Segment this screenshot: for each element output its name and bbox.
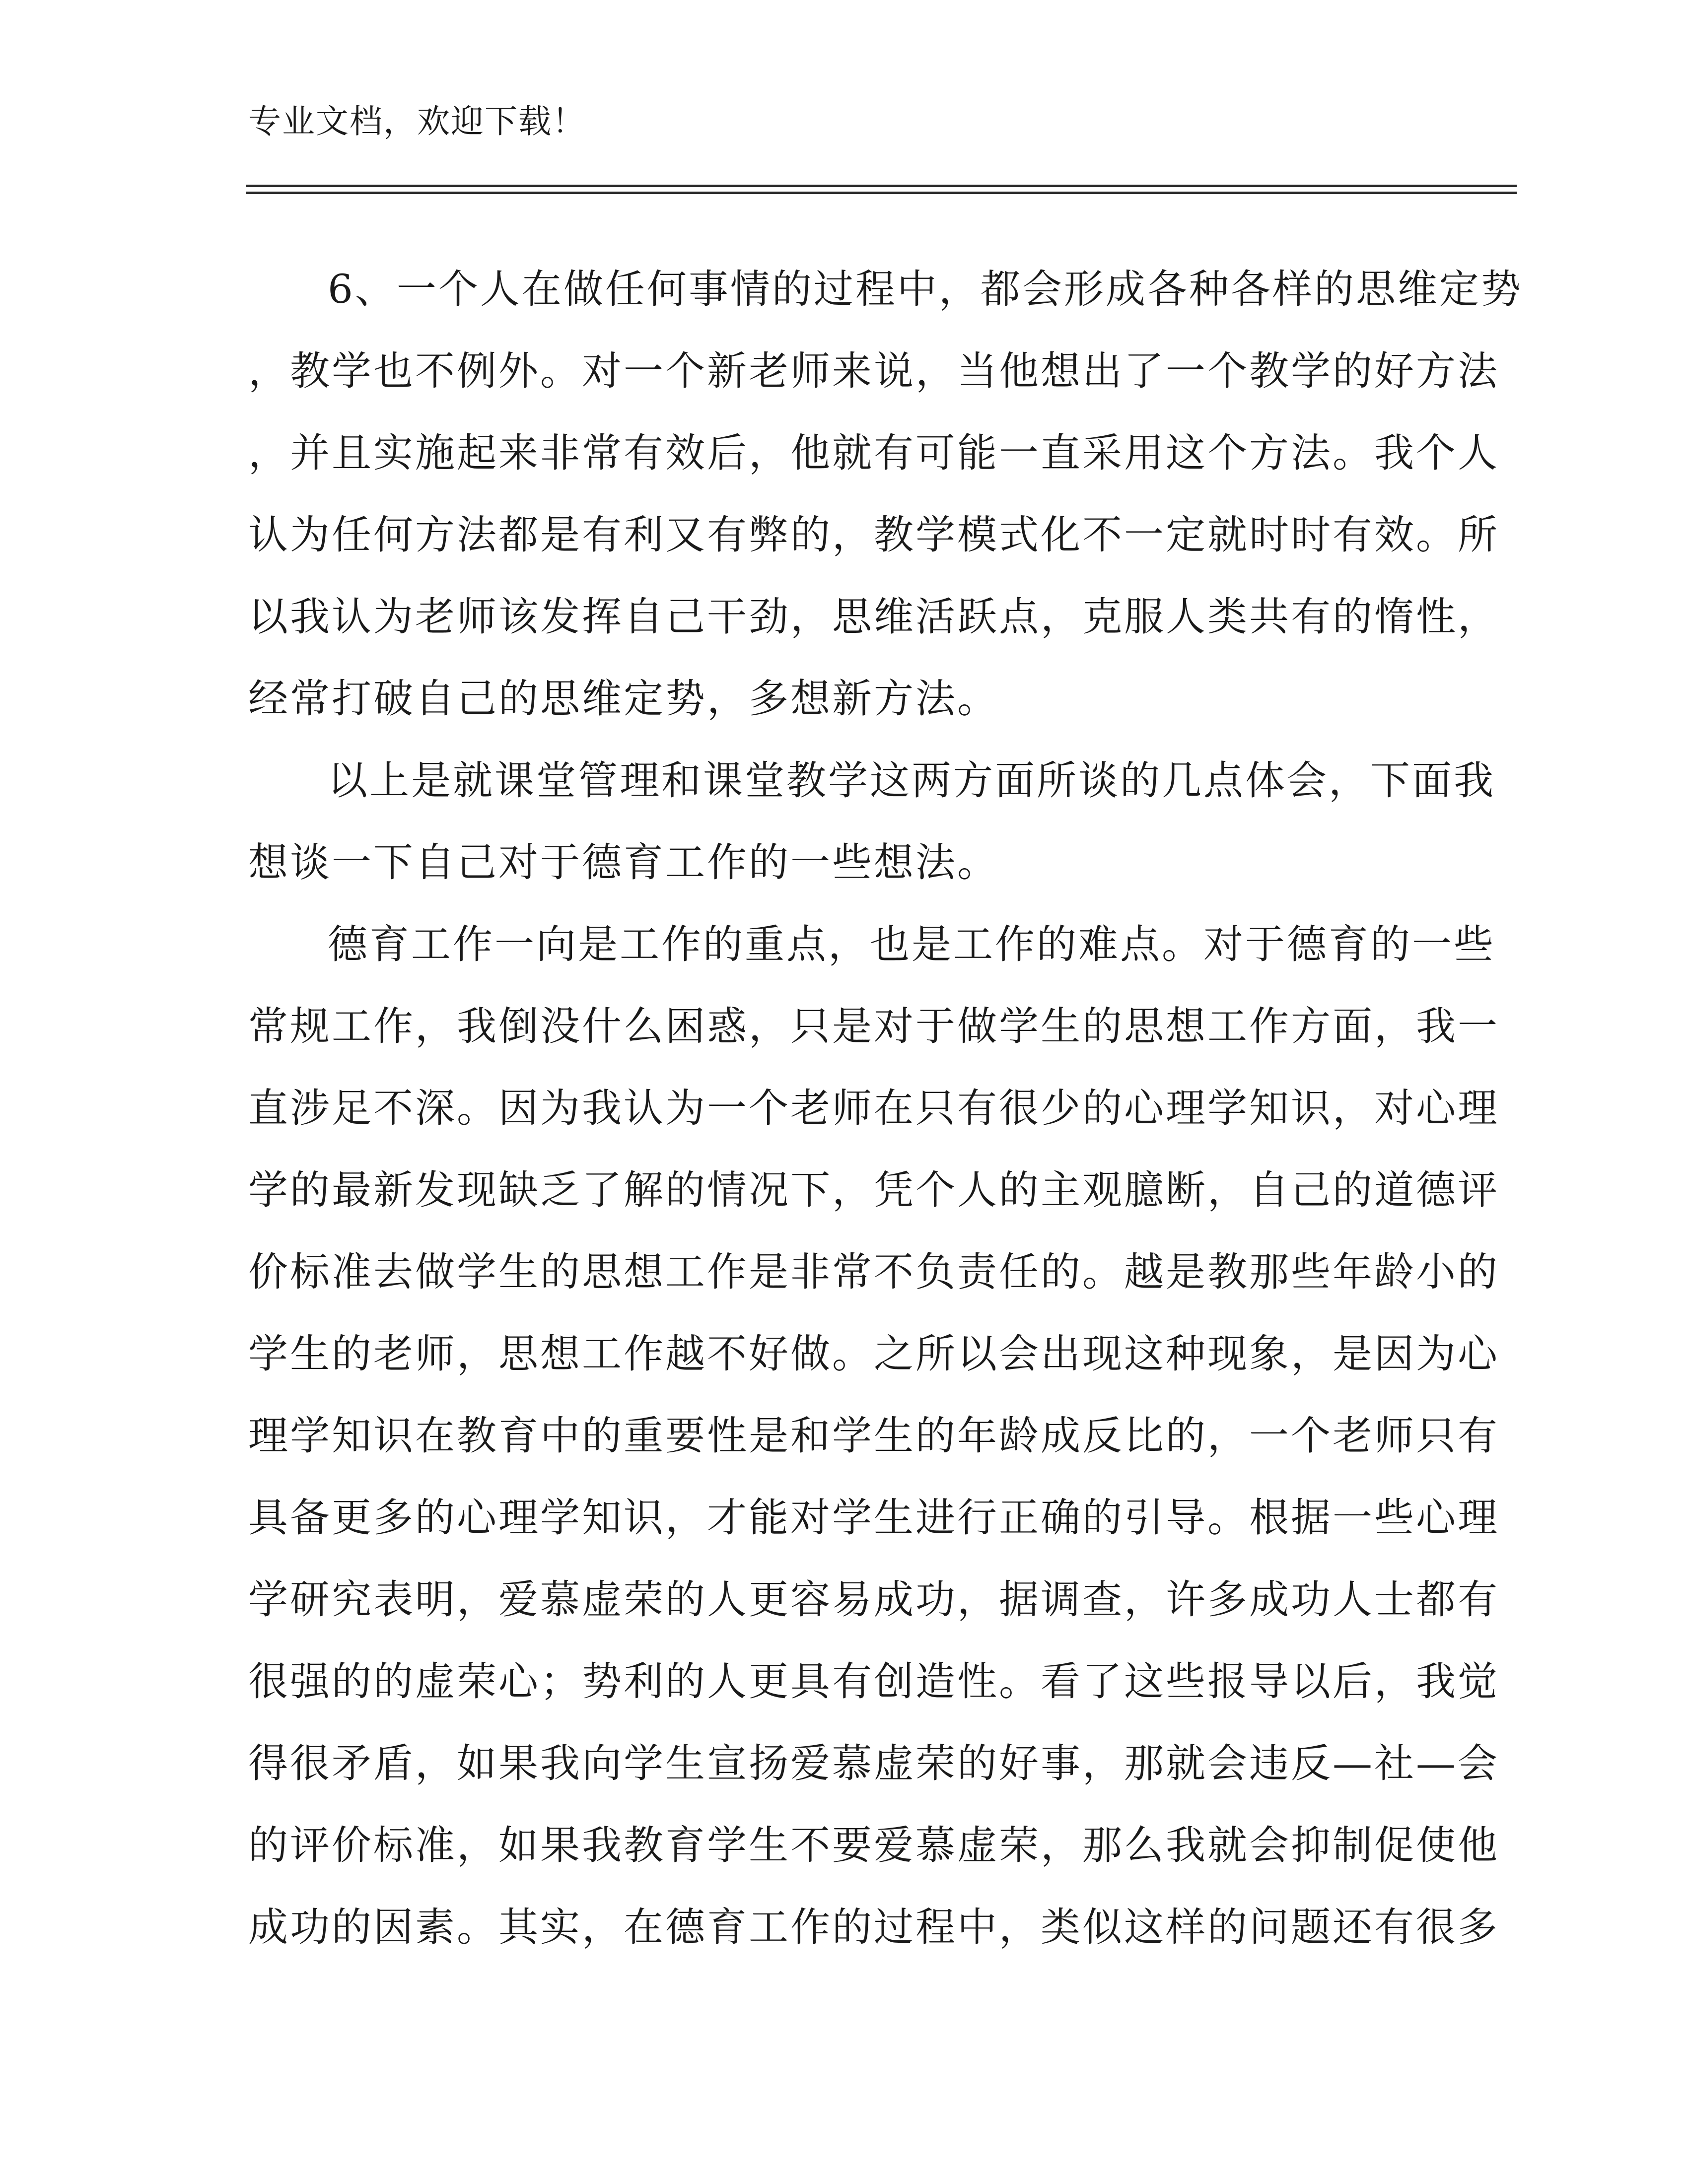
text-line: 经常打破自己的思维定势，多想新方法。 <box>248 676 999 722</box>
text-line: 6、一个人在做任何事情的过程中，都会形成各种各样的思维定势 <box>328 266 1523 312</box>
header-rule-bottom <box>246 192 1517 194</box>
page-header: 专业文档，欢迎下载！ <box>248 102 586 140</box>
text-line: ，教学也不例外。对一个新老师来说，当他想出了一个教学的好方法 <box>248 348 1499 394</box>
text-line: 很强的的虚荣心；势利的人更具有创造性。看了这些报导以后，我觉 <box>248 1658 1499 1705</box>
text-line: 德育工作一向是工作的重点，也是工作的难点。对于德育的一些 <box>328 921 1495 967</box>
text-line: 理学知识在教育中的重要性是和学生的年龄成反比的，一个老师只有 <box>248 1413 1499 1459</box>
text-line: 认为任何方法都是有利又有弊的，教学模式化不一定就时时有效。所 <box>248 512 1499 558</box>
text-line: 常规工作，我倒没什么困惑，只是对于做学生的思想工作方面，我一 <box>248 1003 1499 1049</box>
text-line: ，并且实施起来非常有效后，他就有可能一直采用这个方法。我个人 <box>248 430 1499 476</box>
text-line: 想谈一下自己对于德育工作的一些想法。 <box>248 839 999 886</box>
text-line: 成功的因素。其实，在德育工作的过程中，类似这样的问题还有很多 <box>248 1904 1499 1950</box>
text-line: 以上是就课堂管理和课堂教学这两方面所谈的几点体会，下面我 <box>328 757 1495 804</box>
text-line: 学研究表明，爱慕虚荣的人更容易成功，据调查，许多成功人士都有 <box>248 1576 1499 1623</box>
text-line: 以我认为老师该发挥自己干劲，思维活跃点，克服人类共有的惰性， <box>248 594 1499 640</box>
text-line: 学的最新发现缺乏了解的情况下，凭个人的主观臆断，自己的道德评 <box>248 1167 1499 1213</box>
text-line: 价标准去做学生的思想工作是非常不负责任的。越是教那些年龄小的 <box>248 1249 1499 1295</box>
text-line: 的评价标准，如果我教育学生不要爱慕虚荣，那么我就会抑制促使他 <box>248 1822 1499 1868</box>
text-line: 学生的老师，思想工作越不好做。之所以会出现这种现象，是因为心 <box>248 1331 1499 1377</box>
document-body <box>248 248 1523 1968</box>
text-line: 得很矛盾，如果我向学生宣扬爱慕虚荣的好事，那就会违反—社—会 <box>248 1740 1499 1786</box>
text-line: 直涉足不深。因为我认为一个老师在只有很少的心理学知识，对心理 <box>248 1085 1499 1131</box>
header-rule-top <box>246 185 1517 187</box>
text-line: 具备更多的心理学知识，才能对学生进行正确的引导。根据一些心理 <box>248 1495 1499 1541</box>
